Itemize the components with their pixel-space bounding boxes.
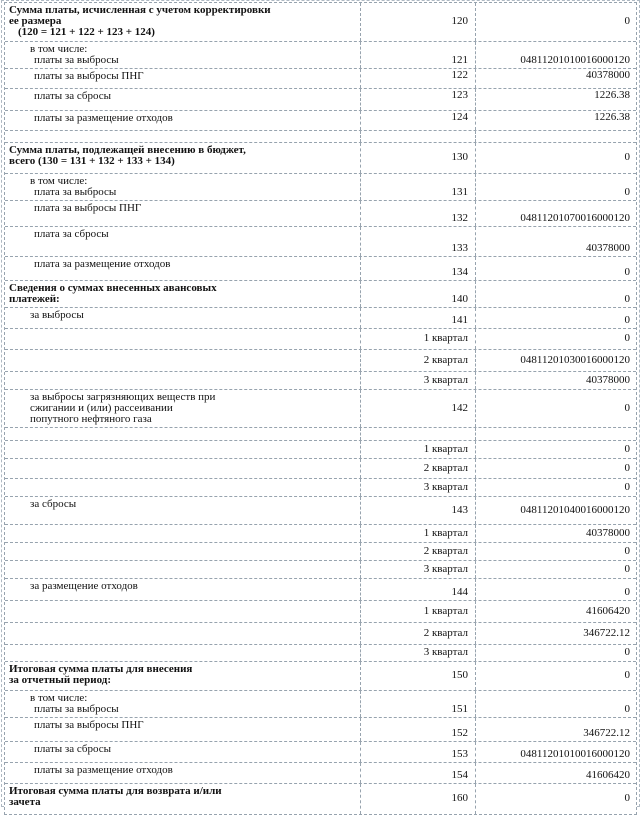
row-value: 0 xyxy=(624,586,630,598)
table-row xyxy=(5,257,636,281)
row-description xyxy=(5,623,361,644)
row-description xyxy=(5,350,361,371)
row-code: 2 квартал xyxy=(361,350,476,371)
table-row xyxy=(5,227,636,257)
row-description xyxy=(5,718,361,741)
description-line: всего (130 = 131 + 132 + 133 + 134) xyxy=(9,155,175,167)
declaration-table xyxy=(4,2,637,815)
row-value: 41606420 xyxy=(586,769,630,781)
row-description xyxy=(5,543,361,560)
description-line: плата за выбросы xyxy=(34,186,117,198)
table-row xyxy=(5,350,636,372)
description-line: платежей: xyxy=(9,293,60,305)
table-row xyxy=(5,784,636,814)
row-value: 40378000 xyxy=(586,69,630,81)
row-value: 40378000 xyxy=(586,242,630,254)
table-row xyxy=(5,281,636,308)
row-description xyxy=(5,691,361,717)
table-row xyxy=(5,390,636,428)
row-code: 1 квартал xyxy=(361,525,476,542)
table-row xyxy=(5,459,636,479)
row-code: 130 xyxy=(361,143,476,173)
row-code: 1 квартал xyxy=(361,441,476,458)
row-value: 0 xyxy=(624,293,630,305)
row-code: 132 xyxy=(361,201,476,226)
row-code: 133 xyxy=(361,227,476,256)
description-line: плата за выбросы ПНГ xyxy=(34,202,142,214)
description-line: Сведения о суммах внесенных авансовых xyxy=(9,282,217,294)
row-description xyxy=(5,89,361,110)
table-row xyxy=(5,143,636,174)
description-line: в том числе: xyxy=(30,175,88,187)
table-row xyxy=(5,525,636,543)
row-description xyxy=(5,497,361,524)
row-description xyxy=(5,329,361,349)
table-row xyxy=(5,662,636,691)
row-value: 0 xyxy=(624,442,630,455)
row-code: 121 xyxy=(361,42,476,68)
row-code: 3 квартал xyxy=(361,645,476,661)
row-description xyxy=(5,372,361,389)
row-value: 0 xyxy=(624,401,630,414)
row-value: 41606420 xyxy=(586,604,630,617)
row-value: 0 xyxy=(624,669,630,681)
row-description xyxy=(5,662,361,690)
row-value: 0 xyxy=(624,562,630,575)
description-line: за выбросы xyxy=(30,309,84,321)
table-row xyxy=(5,742,636,763)
table-row xyxy=(5,89,636,111)
table-row xyxy=(5,497,636,525)
row-code: 144 xyxy=(361,579,476,600)
table-row xyxy=(5,329,636,350)
description-line: платы за размещение отходов xyxy=(34,764,173,776)
table-row xyxy=(5,691,636,718)
row-description xyxy=(5,227,361,256)
row-code: 3 квартал xyxy=(361,479,476,496)
row-description xyxy=(5,742,361,762)
table-row xyxy=(5,479,636,497)
row-code: 160 xyxy=(361,784,476,814)
row-code: 124 xyxy=(361,111,476,130)
description-line: платы за выбросы xyxy=(34,703,119,715)
description-line: Итоговая сумма платы для внесения xyxy=(9,663,193,675)
row-code: 131 xyxy=(361,174,476,200)
table-row xyxy=(5,718,636,742)
row-description xyxy=(5,201,361,226)
row-description xyxy=(5,459,361,478)
row-value: 04811201040016000120 xyxy=(520,503,630,516)
description-line: платы за выбросы ПНГ xyxy=(34,70,144,82)
row-value: 04811201030016000120 xyxy=(520,353,630,366)
row-code: 1 квартал xyxy=(361,329,476,349)
description-line: зачета xyxy=(9,796,41,808)
row-value: 04811201070016000120 xyxy=(520,212,630,224)
description-line: в том числе: xyxy=(30,692,88,704)
row-description xyxy=(5,174,361,200)
row-value: 1226.38 xyxy=(594,89,630,101)
description-line: в том числе: xyxy=(30,43,88,55)
row-description xyxy=(5,525,361,542)
row-value: 346722.12 xyxy=(583,727,630,739)
row-code: 3 квартал xyxy=(361,372,476,389)
table-row xyxy=(5,428,636,441)
row-value: 0 xyxy=(624,314,630,326)
row-description xyxy=(5,143,361,173)
table-row xyxy=(5,763,636,784)
row-description xyxy=(5,131,361,142)
row-description xyxy=(5,308,361,328)
row-value: 04811201010016000120 xyxy=(520,54,630,66)
row-value: 0 xyxy=(624,703,630,715)
row-code: 154 xyxy=(361,763,476,783)
table-row xyxy=(5,111,636,131)
row-description xyxy=(5,257,361,280)
description-line: Сумма платы, исчисленная с учетом корректировки xyxy=(9,4,271,16)
row-description xyxy=(5,601,361,622)
description-line: платы за выбросы xyxy=(34,54,119,66)
row-code: 2 квартал xyxy=(361,623,476,644)
table-row xyxy=(5,69,636,89)
row-value: 0 xyxy=(624,266,630,278)
row-description xyxy=(5,441,361,458)
description-line: за выбросы загрязняющих веществ при xyxy=(30,391,216,403)
row-value: 346722.12 xyxy=(583,626,630,639)
description-line: платы за сбросы xyxy=(34,90,112,102)
row-description xyxy=(5,763,361,783)
row-value: 0 xyxy=(624,151,630,163)
row-value: 04811201010016000120 xyxy=(520,748,630,760)
row-description xyxy=(5,42,361,68)
table-row xyxy=(5,201,636,227)
description-line: за размещение отходов xyxy=(30,580,138,592)
table-row xyxy=(5,543,636,561)
row-value: 0 xyxy=(624,646,630,658)
row-description xyxy=(5,784,361,814)
table-row xyxy=(5,42,636,69)
description-line: плата за размещение отходов xyxy=(34,258,171,270)
row-value: 0 xyxy=(624,15,630,27)
description-line: платы за выбросы ПНГ xyxy=(34,719,144,731)
description-line: за сбросы xyxy=(30,498,77,510)
table-row xyxy=(5,601,636,623)
description-line: попутного нефтяного газа xyxy=(30,413,152,425)
row-value: 40378000 xyxy=(586,526,630,539)
row-code xyxy=(361,131,476,142)
row-code: 2 квартал xyxy=(361,543,476,560)
description-line: сжигании и (или) рассеивании xyxy=(30,402,173,414)
row-code: 141 xyxy=(361,308,476,328)
row-value: 0 xyxy=(624,461,630,474)
row-value: 0 xyxy=(624,544,630,557)
description-line: Итоговая сумма платы для возврата и/или xyxy=(9,785,222,797)
row-description xyxy=(5,69,361,88)
row-code: 153 xyxy=(361,742,476,762)
table-row xyxy=(5,579,636,601)
row-code: 134 xyxy=(361,257,476,280)
row-code: 142 xyxy=(361,390,476,427)
table-row xyxy=(5,561,636,579)
row-code: 3 квартал xyxy=(361,561,476,578)
table-row xyxy=(5,174,636,201)
row-code: 143 xyxy=(361,497,476,524)
description-line: Сумма платы, подлежащей внесению в бюджет, xyxy=(9,144,246,156)
row-code: 152 xyxy=(361,718,476,741)
row-description xyxy=(5,479,361,496)
row-value: 0 xyxy=(624,186,630,198)
table-row xyxy=(5,3,636,42)
description-line: платы за сбросы xyxy=(34,743,112,755)
row-value: 0 xyxy=(624,332,630,344)
row-value: 40378000 xyxy=(586,373,630,386)
description-line: плата за сбросы xyxy=(34,228,109,240)
row-description xyxy=(5,111,361,130)
description-line: (120 = 121 + 122 + 123 + 124) xyxy=(18,26,155,38)
row-description xyxy=(5,561,361,578)
description-line: за отчетный период: xyxy=(9,674,112,686)
row-code: 151 xyxy=(361,691,476,717)
table-row xyxy=(5,308,636,329)
row-code: 120 xyxy=(361,3,476,41)
row-description xyxy=(5,579,361,600)
table-row xyxy=(5,131,636,143)
row-description xyxy=(5,428,361,440)
row-value: 0 xyxy=(624,792,630,804)
row-description xyxy=(5,3,361,41)
table-row xyxy=(5,441,636,459)
row-code: 122 xyxy=(361,69,476,88)
row-description xyxy=(5,645,361,661)
row-description xyxy=(5,281,361,307)
row-code: 150 xyxy=(361,662,476,690)
description-line: ее размера xyxy=(9,15,62,27)
row-value xyxy=(476,428,636,440)
row-code: 123 xyxy=(361,89,476,110)
table-row xyxy=(5,645,636,662)
row-value: 0 xyxy=(624,480,630,493)
table-row xyxy=(5,623,636,645)
row-code: 140 xyxy=(361,281,476,307)
description-line: платы за размещение отходов xyxy=(34,112,173,124)
row-value: 1226.38 xyxy=(594,111,630,123)
row-code: 1 квартал xyxy=(361,601,476,622)
row-description xyxy=(5,390,361,427)
row-value xyxy=(476,131,636,142)
row-code xyxy=(361,428,476,440)
table-row xyxy=(5,372,636,390)
row-code: 2 квартал xyxy=(361,459,476,478)
